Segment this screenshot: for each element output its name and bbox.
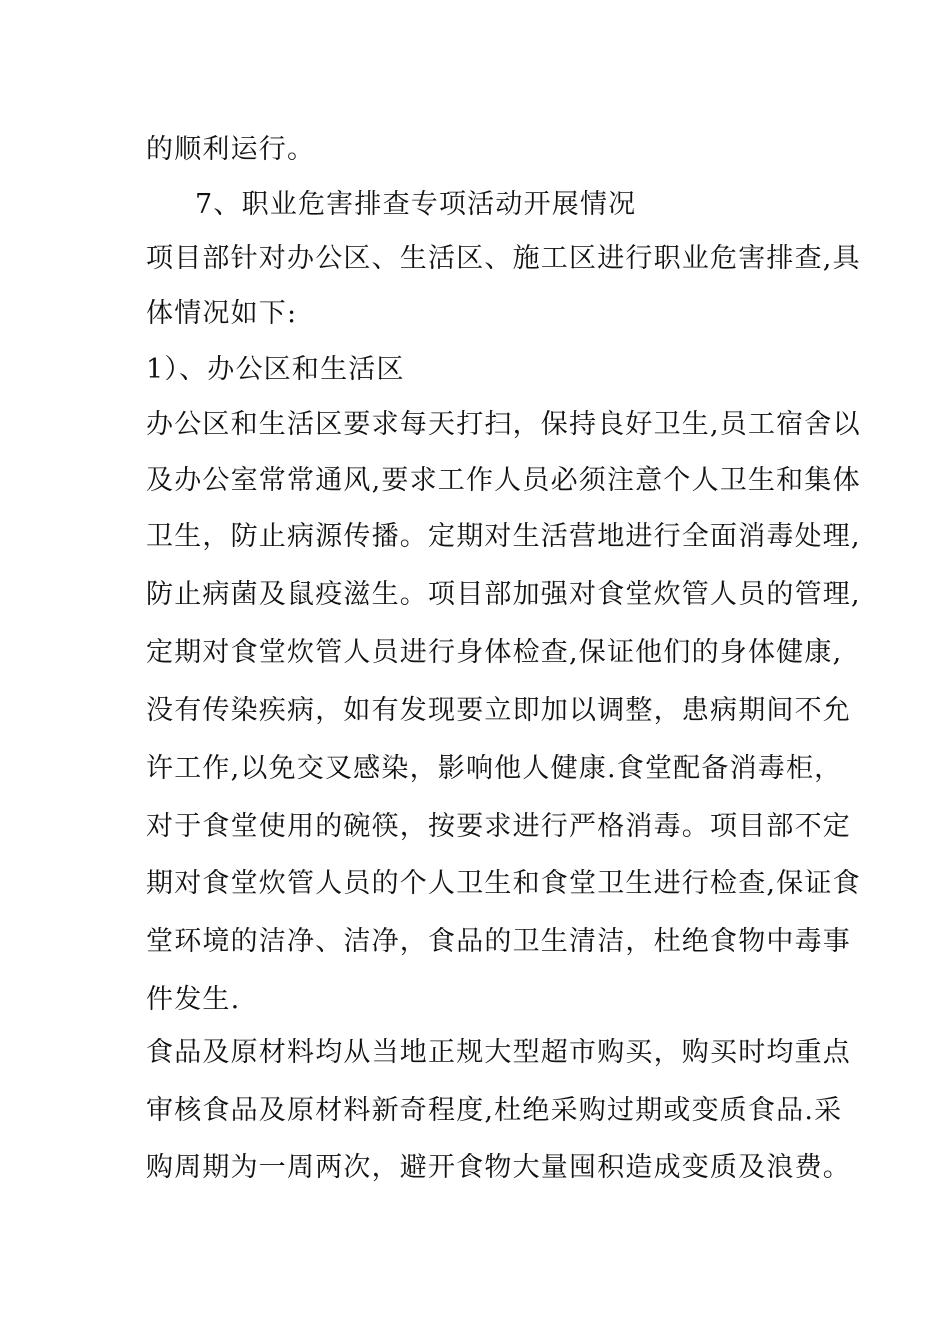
- paragraph-line: 项目部针对办公区、生活区、施工区进行职业危害排查,具: [146, 243, 861, 274]
- paragraph-line: 没有传染疾病，如有发现要立即加以调整，患病期间不允: [146, 695, 851, 726]
- paragraph-line: 堂环境的洁净、洁净，食品的卫生清洁，杜绝食物中毒事: [146, 926, 851, 957]
- paragraph-line: 件发生.: [146, 984, 241, 1015]
- paragraph-line: 购周期为一周两次，避开食物大量囤积造成变质及浪费。: [146, 1152, 851, 1183]
- paragraph-line: 定期对食堂炊管人员进行身体检查,保证他们的身体健康,: [146, 637, 843, 668]
- subsection-heading: 1）、办公区和生活区: [146, 354, 405, 385]
- paragraph-line: 体情况如下:: [146, 298, 298, 329]
- paragraph-line: 的顺利运行。: [146, 134, 316, 165]
- paragraph-line: 卫生，防止病源传播。定期对生活营地进行全面消毒处理,: [146, 521, 861, 552]
- section-heading: 7、职业危害排查专项活动开展情况: [195, 189, 637, 220]
- paragraph-line: 对于食堂使用的碗筷，按要求进行严格消毒。项目部不定: [146, 811, 851, 842]
- paragraph-line: 期对食堂炊管人员的个人卫生和食堂卫生进行检查,保证食: [146, 868, 861, 899]
- paragraph-line: 审核食品及原材料新奇程度,杜绝采购过期或变质食品.采: [146, 1095, 843, 1126]
- paragraph-line: 许工作,以免交叉感染，影响他人健康.食堂配备消毒柜，: [146, 753, 843, 784]
- paragraph-line: 及办公室常常通风,要求工作人员必须注意个人卫生和集体: [146, 465, 861, 496]
- paragraph-line: 防止病菌及鼠疫滋生。项目部加强对食堂炊管人员的管理,: [146, 579, 861, 610]
- paragraph-line: 食品及原材料均从当地正规大型超市购买，购买时均重点: [146, 1037, 851, 1068]
- paragraph-line: 办公区和生活区要求每天打扫，保持良好卫生,员工宿舍以: [146, 409, 861, 440]
